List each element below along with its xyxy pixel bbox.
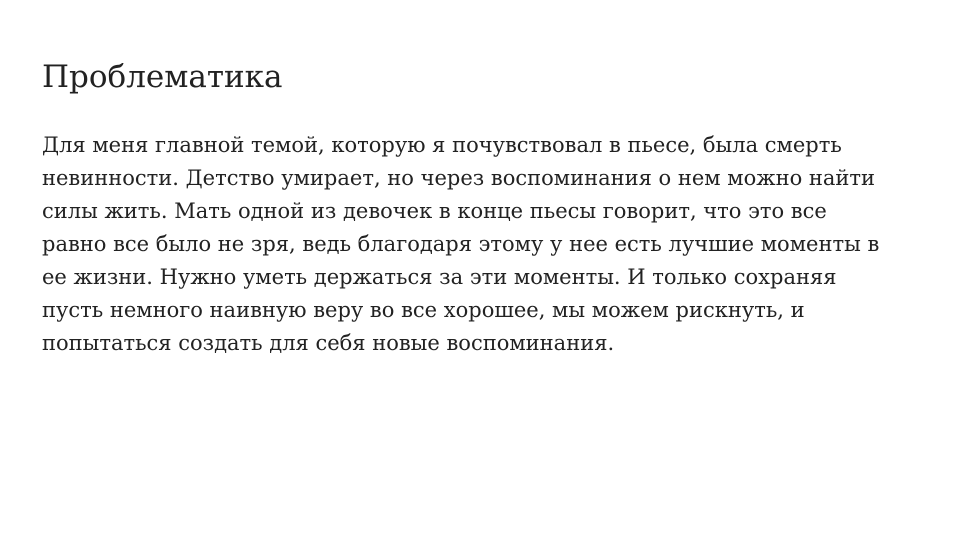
body-line: Для меня главной темой, которую я почувствовал в пьесе, была смерть <box>42 133 842 157</box>
body-line: равно все было не зря, ведь благодаря этому у нее есть лучшие моменты в <box>42 232 880 256</box>
body-line: силы жить. Мать одной из девочек в конце пьесы говорит, что это все <box>42 199 827 223</box>
slide-body-text <box>42 129 932 360</box>
body-line: невинности. Детство умирает, но через воспоминания о нем можно найти <box>42 166 876 190</box>
body-line: ее жизни. Нужно уметь держаться за эти моменты. И только сохраняя <box>42 265 837 289</box>
body-line: попытаться создать для себя новые воспоминания. <box>42 331 615 355</box>
slide-title: Проблематика <box>42 59 283 95</box>
body-line: пусть немного наивную веру во все хорошее, мы можем рискнуть, и <box>42 298 805 322</box>
